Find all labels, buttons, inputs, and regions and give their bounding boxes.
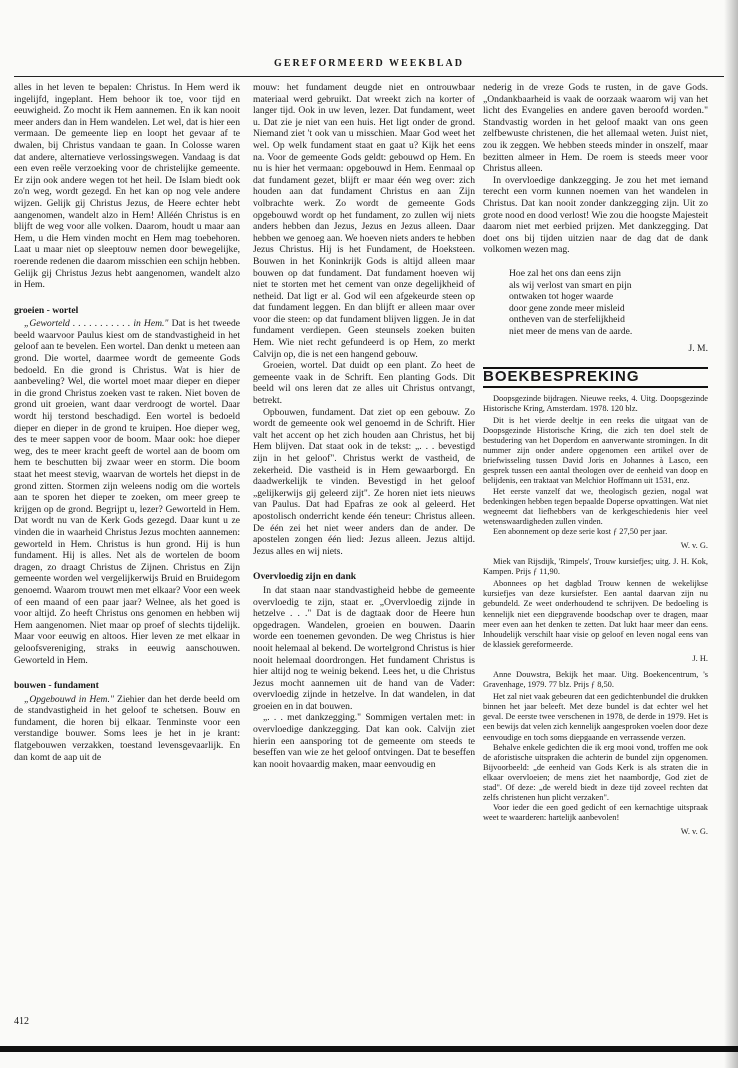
- poem: [509, 268, 708, 338]
- scan-edge-shadow: [724, 0, 738, 1068]
- paragraph: nederig in de vreze Gods te rusten, in de gave Gods. „Ondankbaarheid is vaak de oorzaak waarom wij van het licht des Evangelies en andere gaven beroofd worden." Standvastig worden in het geloof maakt van ons geen zelfbewuste christenen, die het allemaal weten. Juist niet, zou ik zeggen. We hebben steeds minder in onszelf, maar bezitten almeer in Hem. De roem is steeds meer voor Christus alleen.: [483, 82, 708, 175]
- quote: „Opgebouwd in Hem.": [24, 693, 114, 705]
- review-source: Miek van Rijsdijk, 'Rimpels', Trouw kursiefjes; uitg. J. H. Kok, Kampen. Prijs ƒ 11,90.: [483, 557, 708, 577]
- paragraph: Groeien, wortel. Dat duidt op een plant. Zo heet de gemeente vaak in de Schrift. Een planting Gods. Dit beeld wil ons leren dat ze alles uit Christus ontvangt, betrekt.: [253, 360, 475, 407]
- section-banner: [483, 367, 708, 388]
- paragraph: alles in het leven te bepalen: Christus. In Hem werd ik ingelijfd, ingeplant. Hem behoor ik toe, voor tijd en eeuwigheid. Zo mocht ik Hem aannemen. En ik kan nooit meer anders dan in Hem wandelen. Let wel, dat is hier een vermaan. De gemeente liep en loopt het gevaar af te dwalen, bij Christus vandaan te gaan. In Colosse waren dat andere, alternatieve verlossingswegen. Vandaag is dat een even reële verzoeking voor de christelijke gemeente. Er zijn ook andere wegen tot het heil. De Islam biedt ook zo'n weg, wordt gezegd. En het kan op nog vele andere wijzen. Gelijk gij Christus Jezus, de Heere echter hebt aangenomen, wandelt alzo in Hem! Alléén Christus is en blijft de weg voor alle volken. Daarom, houdt u maar aan Hem, u die Hem vinden mocht en Hem mag toebehoren. Laat u maar niet op sleeptouw nemen door bewegelijke, roerende redenen die daarom misschien een schijn hebben. Gelijk gij Christus Jezus hebt aangenomen, wandelt alzo in Hem.: [14, 82, 240, 291]
- review-signature: W. v. G.: [680, 827, 708, 837]
- column-2: [253, 82, 475, 770]
- paragraph: Opbouwen, fundament. Dat ziet op een gebouw. Zo wordt de gemeente ook wel genoemd in de Schrift. Hier valt het accent op het zich houden aan Christus, het bij Hem blijven. Dat staat ook in de tekst: „. . . bevestigd zijn in het geloof". Christus werkt de vastheid, de zekerheid. Die vastheid is in Hem gewaarborgd. En daadwerkelijk te vinden. Bevestigd in het geloof „gelijkerwijs gij geleerd zijt". Ze horen niet iets nieuws van Paulus. Dat had Epafras ze ook al geleerd. Het apostolisch onderricht kende één teneur: Christus alleen. De één zei het niet weer anders dan de ander. De apostelen zongen één lied: Jezus alleen. Jezus altijd. Jezus alles en wij niets.: [253, 406, 475, 557]
- review-source: Doopsgezinde bijdragen. Nieuwe reeks, 4. Uitg. Doopsgezinde Historische Kring, Amsterdam. 1978. 120 blz.: [483, 393, 708, 413]
- paragraph-text: Dat is het tweede beeld waarvoor Paulus kiest om de standvastigheid in het geloof aan te bevelen. Een wortel. Dan denkt u meteen aan grond. Die wortel, daarmee wordt de gemeente Gods bedoeld. En die grond is Christus. Wat is hier de aanbeveling? Wel, die wortel moet maar dieper en dieper in die grond Christus zoeken vast te raken. Niet boven de grond uit groeien, want daar verdroogt de wortel. Daar wordt hij terstond beschadigd. Een wortel is bedoeld dieper en dieper in de grond te kruipen. Hoe dieper weg, des te meer sappen voor de boom. Maar ook: hoe dieper weg, des te meer kracht geeft de wortel aan de boom om hem te beschutten bij zwaar weer en storm. Die boom staat het meest stevig, waarvan de wortels het diepst in de grond zitten. Stormen zijn weleens nodig om die wortels aan te sporen het dieper te zoeken, om meer greep te krijgen op de grond. Begrijpt u, lezer? Geworteld in Hem. Dat wordt nu van de Kerk Gods gezegd. Daar kunt u ze vinden die in waarheid Christus Jezus mochten aannemen: geworteld in Hem. Christus is hun grond. Hij is hun fundament. Hij is alles. Net als de wortelen de boom dragen, zo draagt Christus de Zijnen. Christus en Zijn gemeente worden wel vergelijkerwijs Bruid en Bruidegom genoemd. Waarom trouwt men met elkaar? Voor een week of een maand of een paar jaar? Welnee, als het goed is voor altijd. Zo heeft Christus ons genomen en hebben wij Hem aangenomen. Niet maar op proef of slechts tijdelijk. Maar voor eeuwig en altoos. Hier leven ze met elkaar in geloofsvereniging, straks in eeuwig aanschouwen. Geworteld in Hem.: [14, 318, 241, 666]
- section-heading-overvloedig: Overvloedig zijn en dank: [253, 571, 357, 583]
- review-text: Abonnees op het dagblad Trouw kennen de wekelijkse kursiefjes van deze kursiefster. Een aantal daarvan zijn nu gebundeld. Ze weet onderhoudend te schrijven. De bedoeling is kennelijk niet een diepgravende boodschap over te dragen, maar meer even aan het denken te zetten. Dat lukt haar meer dan eens. Inhoudelijk verschilt haar visie op geloof en leven nogal eens van de klassiek gereformeerde.: [483, 579, 708, 649]
- paragraph: [14, 318, 240, 666]
- column-3: [483, 82, 708, 838]
- poem-line: niet meer de mens van de aarde.: [509, 325, 633, 337]
- header-rule: [14, 76, 724, 77]
- poem-line: Hoe zal het ons dan eens zijn: [509, 267, 621, 279]
- review-text: Het zal niet vaak gebeuren dat een gedichtenbundel die drukken binnen het jaar beleeft. Met deze bundel is dat echter wel het geval. De eerste twee verschenen in 1978, de derde in 1979. Het is een bewijs dat velen zich kennelijk aangesproken voelen door deze eenvoudige en toch soms diepgaande en verrassende verzen.: [483, 692, 708, 742]
- review-text: Voor ieder die een goed gedicht of een kernachtige uitspraak weet te waarderen: hartelijk aanbevolen!: [483, 803, 708, 823]
- review-text: Behalve enkele gedichten die ik erg mooi vond, troffen me ook de aforistische uitspraken die achterin de bundel zijn opgenomen. Bijvoorbeeld: „de eenheid van Gods Kerk is als straten die in elkaar overvloeien; de mens ziet het naambordje, God ziet de stad". Of deze: „de wereld biedt in deze tijd zoveel rechten dat zelfs christenen hun plicht verzaken".: [483, 742, 708, 803]
- review-text: Het eerste vanzelf dat we, theologisch gezien, nogal wat bedenkingen hebben tegen bepaalde Doperse opvattingen. Wat niet wegneemt dat liefhebbers van de kerkgeschiedenis hier veel wetenswaardigheden zullen vinden.: [483, 486, 708, 526]
- paragraph: „. . . met dankzegging." Sommigen vertalen met: in overvloedige dankzegging. Dat kan ook. Calvijn ziet hierin een aansporing tot de gemeente om steeds te beseffen van wie ze het geloof ontvingen. Dat te beseffen kan nooit hovaardig maken, maar eenvoudig en: [253, 712, 475, 770]
- bottom-rule: [0, 1046, 738, 1052]
- paragraph-text: Ziehier dan het derde beeld om de standvastigheid in het geloof te schetsen. Bouw en fundament, die horen bij elkaar. Tenminste voor een verstandige bouwer. Soms lees je het in je krant: flatgebouwen verzakken, toestand levensgevaarlijk. En dan komt de aap uit de: [14, 693, 240, 763]
- paragraph: In dat staan naar standvastigheid hebbe de gemeente overvloedig te zijn, staat er. „Overvloedig zijnde in hetzelve . . ." Dat is de dagtaak door de Heere hun opgedragen. Wandelen, groeien en bouwen. Daarin worde een toenemen gevonden. De weg Christus is hier nooit helemaal al bekend. De wortelgrond Christus is hier nooit helemaal doordrongen. Het fundament Christus is hier altijd nog te weinig bekend. Lees het, u die Christus Jezus mocht aannemen uit de hand van de Vader: overvloedig zijnde in hetzelve. In dat wandelen, in dat groeien en in dat bouwen.: [253, 584, 475, 712]
- poem-line: als wij verlost van smart en pijn: [509, 279, 632, 291]
- review-text: Een abonnement op deze serie kost ƒ 27,50 per jaar.: [493, 526, 668, 536]
- running-header: GEREFORMEERD WEEKBLAD: [274, 58, 464, 69]
- review-3: [483, 670, 708, 838]
- quote: „Geworteld . . . . . . . . . . . in Hem.": [24, 318, 169, 330]
- paragraph: [14, 694, 240, 764]
- column-1: [14, 82, 240, 763]
- review-text: Dit is het vierde deeltje in een reeks die uitgaat van de Doopsgezinde Historische Kring, die zich ten doel stelt de bestudering van het Doperdom en aanverwante stromingen. In dit nummer zijn onder andere opgenomen een artikel over de briefwisseling tussen David Joris en Johannes à Lasco, een gesprek tussen een aantal theologen over de eenheid van doop en belijdenis, een traktaat van Melchior Hoffmann uit 1531, enz.: [483, 415, 708, 486]
- review-2: [483, 557, 708, 664]
- page-number: 412: [14, 1016, 29, 1027]
- review-1: [483, 394, 708, 551]
- section-heading-groeien: groeien - wortel: [14, 304, 79, 316]
- author-signature: J. M.: [688, 343, 708, 355]
- paragraph: mouw: het fundament deugde niet en ontrouwbaar materiaal werd gebruikt. Dat wreekt zich na korter of langer tijd. Ook in uw leven, lezer. Dat fundament, weet u. Dat zie je niet van een huis. Het ligt onder de grond. Niemand ziet 't ook van u misschien. Maar God weet het wel. Op welk fundament staat en gaat u? Kijk het eens na. Voor de gemeente Gods geldt: gebouwd op Hem. En nu is hier het vermaan: opgebouwd in Hem. Eenmaal op dat fundament gezet, blijft er maar één weg over: zich houden aan dat fundament Christus en aan Zijn volbrachte werk. Zo wordt de gemeente Gods opgebouwd wordt op het fundament, zo zullen wij niets anders hebben dan Jezus, Jezus en Jezus alleen. Daar hebben we genoeg aan. We hoeven niets anders te hebben Jezus Christus. Hij is het Fundament, de Hoeksteen. Bouwen in het Koninkrijk Gods is altijd alleen maar bouwen op dat fundament. Dat fundament hoeven wij niet te storten met het cement van onze degelijkheid of netheid. Dat ligt er al. God wil een afgekeurde steen op dat fundament leggen. En dan blijft er alleen maar over voor die steen: op dat fundament blijven liggen. Je in dat fundament verdiepen. Geen steunsels zoeken buiten Hem. Wie niet recht gefundeerd is op Hem, zo merkt Calvijn op, die is net een hangend gebouw.: [253, 82, 475, 360]
- review-source: Anne Douwstra, Bekijk het maar. Uitg. Boekencentrum, 's Gravenhage, 1979. 77 blz. Prijs ƒ 8,50.: [483, 670, 708, 690]
- review-signature: W. v. G.: [680, 540, 708, 550]
- poem-line: door gene zonde meer misleid: [509, 302, 625, 314]
- poem-line: ontheven van de sterfelijkheid: [509, 314, 625, 326]
- poem-line: ontwaken tot hoger waarde: [509, 291, 614, 303]
- review-signature: J. H.: [692, 653, 708, 663]
- paragraph: In overvloedige dankzegging. Je zou het met iemand terecht een vorm kunnen noemen van het wandelen in Christus. Dat kan nooit zonder dankzegging zijn. Uit zo grote nood en dood verlost! Wie zou die hoogste Majesteit daarom niet met eerbied prijzen. Met dankzegging. Dat doet ons bij tijden uitzien naar de dag dat de dank volkomen wezen mag.: [483, 174, 708, 256]
- boekbespreking-heading: BOEKBESPREKING: [483, 368, 640, 386]
- section-heading-bouwen: bouwen - fundament: [14, 680, 99, 692]
